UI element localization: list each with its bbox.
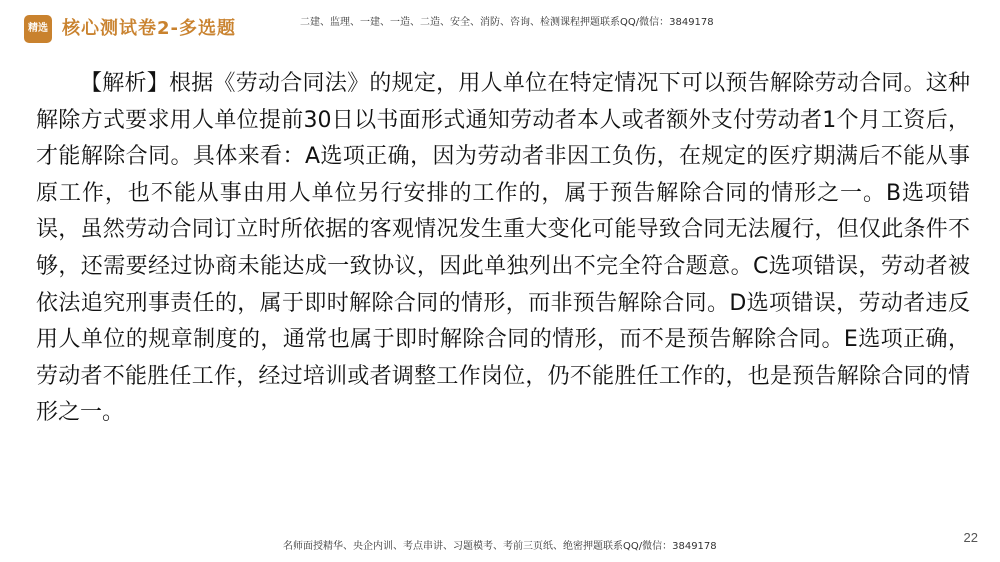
- analysis-text-block: [36, 66, 970, 432]
- analysis-paragraph: 【解析】根据《劳动合同法》的规定，用人单位在特定情况下可以预告解除劳动合同。这种解除方式要求用人单位提前30日以书面形式通知劳动者本人或者额外支付劳动者1个月工资后，才能解除合同。具体来看：A选项正确，因为劳动者非因工负伤，在规定的医疗期满后不能从事原工作，也不能从事由用人单位另行安排的工作的，属于预告解除合同的情形之一。B选项错误，虽然劳动合同订立时所依据的客观情况发生重大变化可能导致合同无法履行，但仅此条件不够，还需要经过协商未能达成一致协议，因此单独列出不完全符合题意。C选项错误，劳动者被依法追究刑事责任的，属于即时解除合同的情形，而非预告解除合同。D选项错误，劳动者违反用人单位的规章制度的，通常也属于即时解除合同的情形，而不是预告解除合同。E选项正确，劳动者不能胜任工作，经过培训或者调整工作岗位，仍不能胜任工作的，也是预告解除合同的情形之一。: [36, 71, 970, 426]
- slide-header: [0, 0, 1000, 52]
- slide-title: 核心测试卷2-多选题: [62, 18, 236, 39]
- footer-contact-note: 名师面授精华、央企内训、考点串讲、习题模考、考前三页纸、绝密押题联系QQ/微信：3849178: [283, 541, 717, 552]
- page-number: 22: [963, 530, 978, 545]
- brand-logo: 精选: [24, 15, 52, 43]
- header-contact-note: 二建、监理、一建、一造、二造、安全、消防、咨询、检测课程押题联系QQ/微信：3849178: [300, 17, 714, 28]
